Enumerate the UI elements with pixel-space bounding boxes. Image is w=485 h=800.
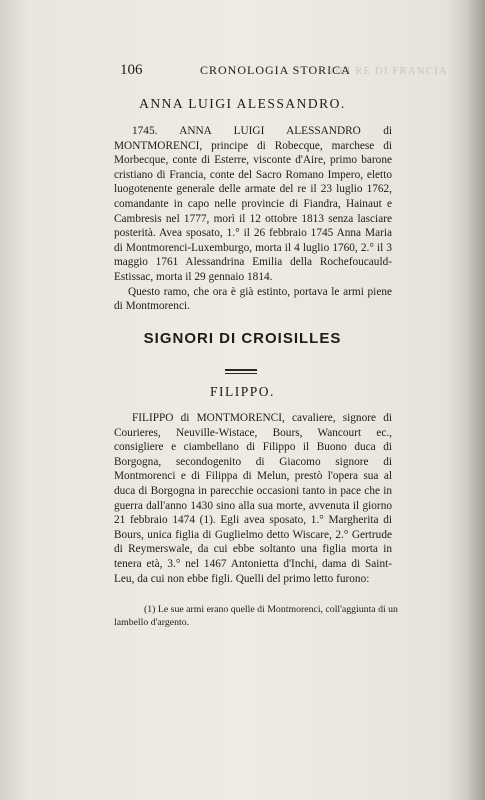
running-head: CRONOLOGIA STORICA [200, 63, 351, 77]
section-title-filippo: FILIPPO. [210, 384, 275, 399]
section1-paragraph: 1745. ANNA LUIGI ALESSANDRO di MONTMORENCI, principe di Robecque, marchese di Morbecque, conte di Esterre, visconte d'Aire, primo barone cristiano di Francia, conte del Sacro Romano Impero, eletto luogotenente generale delle armate del re il 23 luglio 1762, comandante in capo nelle provincie di Fiandra, Hainaut e Cambresis nel 1777, morì il 12 ottobre 1813 senza lasciare posterità. Avea sposato, 1.° il 26 febbraio 1745 Anna Maria di Montmorenci-Luxemburgo, morta il 4 luglio 1760, 2.° il 3 maggio 1761 Alessandrina Emilia della Rochefoucauld-Estissac, morta il 29 gennaio 1814. [114, 125, 392, 283]
footnote-line: lambello d'argento. [114, 617, 190, 628]
section2-body [114, 411, 392, 586]
footnote-line: (1) Le sue armi erano quelle di Montmorenci, coll'aggiunta di un [144, 604, 398, 615]
page-edge-shadow [467, 0, 485, 800]
footnote [114, 603, 446, 629]
chapter-title: SIGNORI DI CROISILLES [143, 330, 342, 347]
section1-paragraph: Questo ramo, che ora è già estinto, portava le armi piene di Montmorenci. [114, 285, 392, 313]
divider-rule [225, 369, 257, 371]
section-title-anna-luigi: ANNA LUIGI ALESSANDRO. [139, 96, 346, 111]
page-header [120, 62, 388, 78]
section1-body [114, 124, 392, 314]
bleed-through-text: DEI RE DI FRANCIA [330, 65, 448, 77]
section2-paragraph: FILIPPO di MONTMORENCI, cavaliere, signore di Courieres, Neuville-Wistace, Bours, Wancourt ec., consigliere e ciambellano di Filippo il Buono duca di Borgogna, secondogenito di Giacomo signore di Montmorenci e di Filippa di Melun, prestò l'opera sua al duca di Borgogna in parecchie occasioni tanto in pace che in guerra dall'anno 1430 sino alla sua morte, avvenuta il giorno 21 febbraio 1474 (1). Egli avea sposato, 1.° Margherita di Bours, unica figlia di Guglielmo detto Wiscare, 2.° Gertrude di Reymerswale, da cui ebbe soltanto una figlia morta in tenera età, 3.° nel 1467 Antonietta d'Inchi, dama di Saint-Leu, da cui non ebbe figli. Quelli del primo letto furono: [114, 412, 392, 585]
page-number: 106 [120, 62, 143, 78]
divider-rule [225, 373, 257, 374]
